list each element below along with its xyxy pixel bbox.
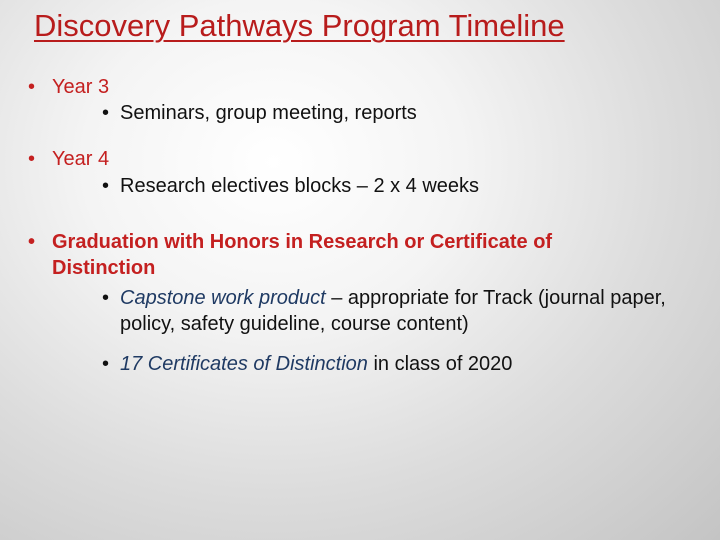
bullet-year-3 [28, 74, 528, 100]
body-text: in class of 2020 [367, 353, 513, 375]
bullet-icon: • [28, 76, 36, 98]
bullet-icon: • [102, 353, 110, 375]
sub-bullet-text [102, 285, 692, 337]
bullet-graduation [28, 229, 668, 281]
sub-bullet-text: Research electives blocks – 2 x 4 weeks [120, 175, 480, 197]
sub-bullet-year-4 [102, 173, 602, 199]
slide-title: Discovery Pathways Program Timeline [34, 8, 565, 43]
bullet-label: Year 4 [52, 148, 110, 170]
bullet-icon: • [102, 175, 110, 197]
bullet-icon: • [28, 148, 36, 170]
body-text: – appropriate for Track (journal paper, policy, safety guideline, course content) [120, 287, 666, 335]
emphasis-text: Capstone work product [120, 287, 326, 309]
bullet-icon: • [102, 287, 110, 309]
bullet-label: Year 3 [52, 76, 110, 98]
sub-bullet-capstone [102, 285, 692, 337]
bullet-year-4 [28, 146, 528, 172]
sub-bullet-certificates [102, 351, 692, 377]
bullet-icon: • [102, 102, 110, 124]
bullet-label: Graduation with Honors in Research or Certificate of Distinction [52, 231, 553, 279]
sub-bullet-year-3 [102, 100, 522, 126]
bullet-icon: • [28, 231, 36, 253]
sub-bullet-text: Seminars, group meeting, reports [120, 102, 417, 124]
emphasis-text: 17 Certificates of Distinction [120, 353, 368, 375]
sub-bullet-text [102, 351, 692, 377]
